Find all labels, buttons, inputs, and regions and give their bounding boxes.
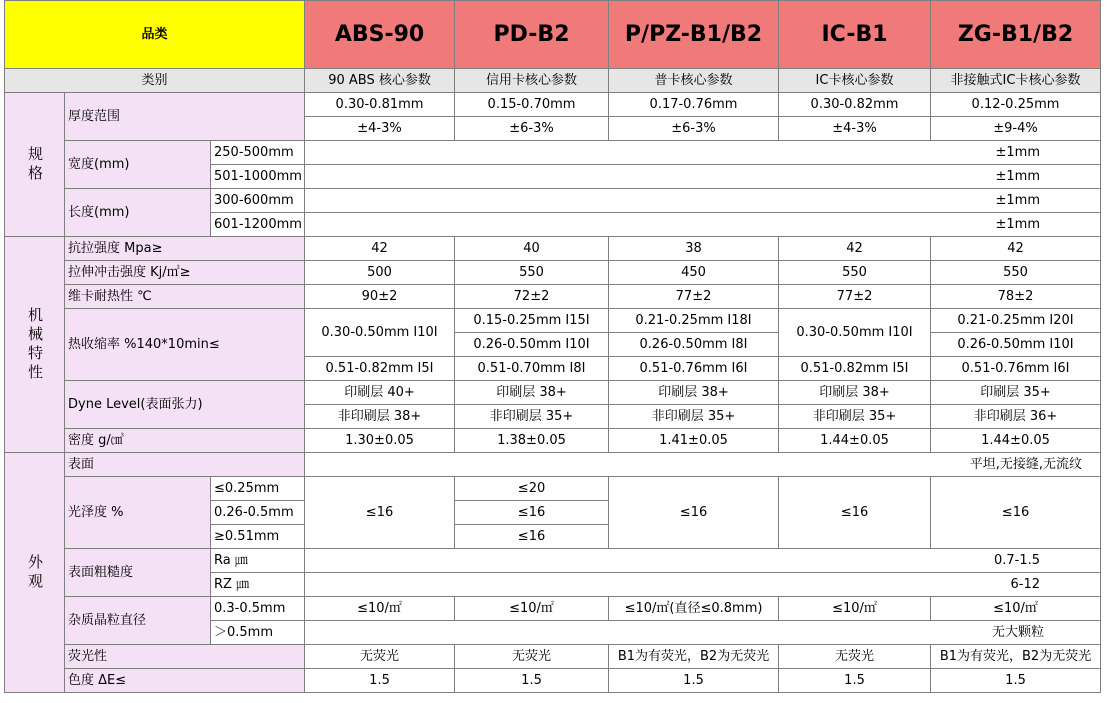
table-cell: 1.5 bbox=[305, 669, 455, 693]
row-label-tensile: 抗拉强度 Mpa≥ bbox=[65, 237, 305, 261]
sub-label: 601-1200mm bbox=[211, 213, 305, 237]
table-cell: B1为有荧光，B2为无荧光 bbox=[609, 645, 779, 669]
table-cell: 非印刷层 35+ bbox=[455, 405, 609, 429]
table-cell: ±6-3% bbox=[455, 117, 609, 141]
product-header: P/PZ-B1/B2 bbox=[609, 1, 779, 69]
table-cell: 印刷层 40+ bbox=[305, 381, 455, 405]
table-cell: 无荧光 bbox=[455, 645, 609, 669]
table-cell: 6-12 bbox=[305, 573, 1101, 597]
table-cell: 0.51-0.76mm I6I bbox=[931, 357, 1101, 381]
category-cell: 90 ABS 核心参数 bbox=[305, 69, 455, 93]
table-row bbox=[5, 669, 1101, 693]
table-cell: 77±2 bbox=[609, 285, 779, 309]
table-cell: ≤10/㎡ bbox=[779, 597, 931, 621]
table-cell: 无荧光 bbox=[779, 645, 931, 669]
table-cell: 40 bbox=[455, 237, 609, 261]
product-header: IC-B1 bbox=[779, 1, 931, 69]
table-cell: 0.17-0.76mm bbox=[609, 93, 779, 117]
table-row bbox=[5, 453, 1101, 477]
table-cell: 1.38±0.05 bbox=[455, 429, 609, 453]
sub-label: ＞0.5mm bbox=[211, 621, 305, 645]
table-cell: 印刷层 35+ bbox=[931, 381, 1101, 405]
category-cell: 信用卡核心参数 bbox=[455, 69, 609, 93]
table-cell: 平坦,无接缝,无流纹 bbox=[305, 453, 1101, 477]
table-cell: ≤10/㎡ bbox=[931, 597, 1101, 621]
table-row bbox=[5, 141, 1101, 165]
table-cell: 78±2 bbox=[931, 285, 1101, 309]
table-cell: 0.12-0.25mm bbox=[931, 93, 1101, 117]
table-row bbox=[5, 381, 1101, 405]
table-cell: 1.5 bbox=[779, 669, 931, 693]
table-cell: 0.26-0.50mm I8I bbox=[609, 333, 779, 357]
table-cell: ≤20 bbox=[455, 477, 609, 501]
table-cell: 72±2 bbox=[455, 285, 609, 309]
table-cell: 0.51-0.76mm I6I bbox=[609, 357, 779, 381]
category-row bbox=[5, 69, 1101, 93]
row-label-gloss: 光泽度 % bbox=[65, 477, 211, 549]
table-cell: 非印刷层 38+ bbox=[305, 405, 455, 429]
sub-label: 0.26-0.5mm bbox=[211, 501, 305, 525]
table-cell: 500 bbox=[305, 261, 455, 285]
row-label-thickness: 厚度范围 bbox=[65, 93, 305, 141]
table-row bbox=[5, 285, 1101, 309]
sub-label: ≥0.51mm bbox=[211, 525, 305, 549]
table-cell: ≤16 bbox=[609, 477, 779, 549]
table-cell: ±6-3% bbox=[609, 117, 779, 141]
row-label-surface: 表面 bbox=[65, 453, 305, 477]
table-cell: 非印刷层 36+ bbox=[931, 405, 1101, 429]
table-cell: 38 bbox=[609, 237, 779, 261]
table-cell: 无荧光 bbox=[305, 645, 455, 669]
category-label: 类别 bbox=[5, 69, 305, 93]
row-label-vicat: 维卡耐热性 ℃ bbox=[65, 285, 305, 309]
group-label-spec: 规格 bbox=[5, 93, 65, 237]
table-cell: 0.30-0.50mm I10I bbox=[779, 309, 931, 357]
sub-label: 300-600mm bbox=[211, 189, 305, 213]
table-cell: 42 bbox=[779, 237, 931, 261]
row-label-density: 密度 g/㎤ bbox=[65, 429, 305, 453]
table-cell: 0.51-0.82mm I5I bbox=[305, 357, 455, 381]
table-cell: 1.5 bbox=[931, 669, 1101, 693]
table-cell: 42 bbox=[305, 237, 455, 261]
table-cell: 550 bbox=[931, 261, 1101, 285]
table-cell: 0.51-0.82mm I5I bbox=[779, 357, 931, 381]
category-cell: IC卡核心参数 bbox=[779, 69, 931, 93]
table-row bbox=[5, 237, 1101, 261]
table-cell: 0.26-0.50mm I10I bbox=[931, 333, 1101, 357]
spec-table bbox=[4, 0, 1101, 693]
table-cell: 1.5 bbox=[609, 669, 779, 693]
table-cell: 印刷层 38+ bbox=[779, 381, 931, 405]
table-row bbox=[5, 93, 1101, 117]
row-label-length: 长度(mm) bbox=[65, 189, 211, 237]
table-cell: ≤16 bbox=[779, 477, 931, 549]
row-label-color: 色度 ΔE≤ bbox=[65, 669, 305, 693]
table-cell: 无大颗粒 bbox=[305, 621, 1101, 645]
table-cell: ≤16 bbox=[455, 525, 609, 549]
table-row bbox=[5, 261, 1101, 285]
table-cell: ±1mm bbox=[305, 165, 1101, 189]
table-cell: 非印刷层 35+ bbox=[609, 405, 779, 429]
table-row bbox=[5, 645, 1101, 669]
row-label-shrink: 热收缩率 %140*10min≤ bbox=[65, 309, 305, 381]
table-cell: B1为有荧光，B2为无荧光 bbox=[931, 645, 1101, 669]
group-label-mech: 机械特性 bbox=[5, 237, 65, 453]
row-label-impact: 拉伸冲击强度 Kj/㎡≥ bbox=[65, 261, 305, 285]
table-cell: 0.30-0.82mm bbox=[779, 93, 931, 117]
table-cell: 0.26-0.50mm I10I bbox=[455, 333, 609, 357]
sub-label: RZ ㎛ bbox=[211, 573, 305, 597]
table-cell: 0.7-1.5 bbox=[305, 549, 1101, 573]
product-header: ABS-90 bbox=[305, 1, 455, 69]
table-cell: 0.51-0.70mm I8I bbox=[455, 357, 609, 381]
table-cell: ≤16 bbox=[455, 501, 609, 525]
table-cell: 550 bbox=[455, 261, 609, 285]
group-label-appearance: 外观 bbox=[5, 453, 65, 693]
table-row bbox=[5, 309, 1101, 333]
corner-label: 品类 bbox=[5, 1, 305, 69]
row-label-width: 宽度(mm) bbox=[65, 141, 211, 189]
table-cell: ±1mm bbox=[305, 189, 1101, 213]
row-label-particle: 杂质晶粒直径 bbox=[65, 597, 211, 645]
table-cell: ≤16 bbox=[931, 477, 1101, 549]
table-cell: ±1mm bbox=[305, 213, 1101, 237]
table-row bbox=[5, 477, 1101, 501]
table-cell: 550 bbox=[779, 261, 931, 285]
table-cell: 非印刷层 35+ bbox=[779, 405, 931, 429]
table-cell: 0.30-0.81mm bbox=[305, 93, 455, 117]
table-cell: 90±2 bbox=[305, 285, 455, 309]
table-row bbox=[5, 189, 1101, 213]
header-row bbox=[5, 1, 1101, 69]
product-header: ZG-B1/B2 bbox=[931, 1, 1101, 69]
table-cell: ≤16 bbox=[305, 477, 455, 549]
table-cell: ≤10/㎡ bbox=[455, 597, 609, 621]
sub-label: 501-1000mm bbox=[211, 165, 305, 189]
table-cell: 450 bbox=[609, 261, 779, 285]
table-cell: 1.44±0.05 bbox=[931, 429, 1101, 453]
table-cell: 0.30-0.50mm I10I bbox=[305, 309, 455, 357]
table-cell: 0.15-0.25mm I15I bbox=[455, 309, 609, 333]
sub-label: 250-500mm bbox=[211, 141, 305, 165]
table-cell: 1.5 bbox=[455, 669, 609, 693]
table-cell: 1.41±0.05 bbox=[609, 429, 779, 453]
row-label-roughness: 表面粗糙度 bbox=[65, 549, 211, 597]
sub-label: 0.3-0.5mm bbox=[211, 597, 305, 621]
table-cell: 印刷层 38+ bbox=[609, 381, 779, 405]
table-row bbox=[5, 597, 1101, 621]
table-cell: ≤10/㎡ bbox=[305, 597, 455, 621]
sub-label: ≤0.25mm bbox=[211, 477, 305, 501]
table-row bbox=[5, 429, 1101, 453]
table-cell: 0.21-0.25mm I18I bbox=[609, 309, 779, 333]
table-cell: 1.44±0.05 bbox=[779, 429, 931, 453]
table-cell: ±1mm bbox=[305, 141, 1101, 165]
row-label-dyne: Dyne Level(表面张力) bbox=[65, 381, 305, 429]
table-row bbox=[5, 549, 1101, 573]
table-cell: 0.21-0.25mm I20I bbox=[931, 309, 1101, 333]
table-cell: ±4-3% bbox=[779, 117, 931, 141]
table-cell: 0.15-0.70mm bbox=[455, 93, 609, 117]
table-cell: ±4-3% bbox=[305, 117, 455, 141]
table-cell: 77±2 bbox=[779, 285, 931, 309]
table-cell: ±9-4% bbox=[931, 117, 1101, 141]
product-header: PD-B2 bbox=[455, 1, 609, 69]
table-cell: 42 bbox=[931, 237, 1101, 261]
table-cell: ≤10/㎡(直径≤0.8mm) bbox=[609, 597, 779, 621]
table-cell: 1.30±0.05 bbox=[305, 429, 455, 453]
sub-label: Ra ㎛ bbox=[211, 549, 305, 573]
row-label-fluorescence: 荧光性 bbox=[65, 645, 305, 669]
table-cell: 印刷层 38+ bbox=[455, 381, 609, 405]
category-cell: 普卡核心参数 bbox=[609, 69, 779, 93]
category-cell: 非接触式IC卡核心参数 bbox=[931, 69, 1101, 93]
